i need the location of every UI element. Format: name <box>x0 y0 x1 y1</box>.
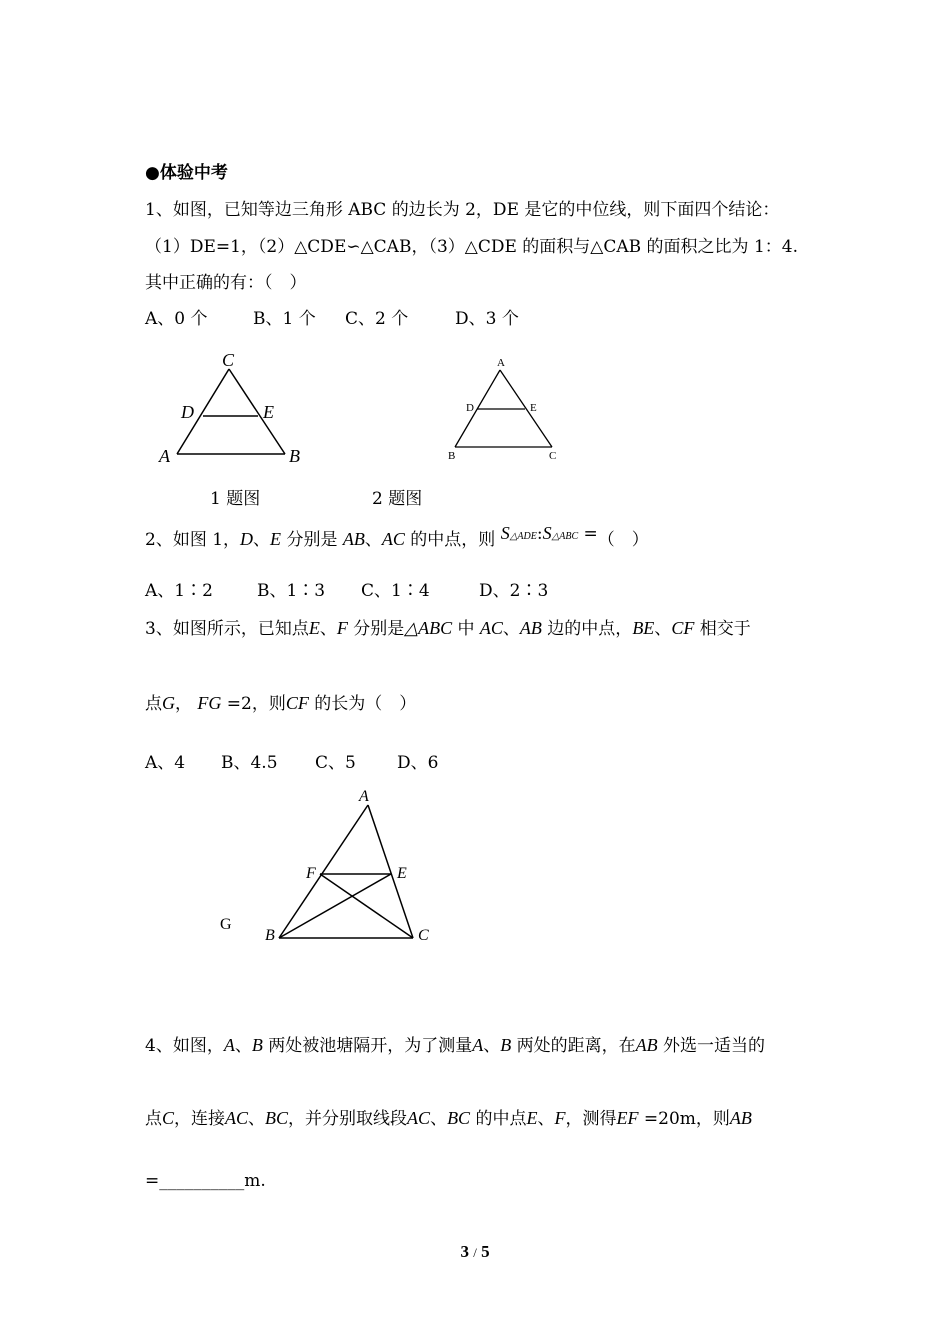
q3-text7: ， <box>175 694 192 714</box>
q3-point-e: E <box>308 618 320 638</box>
q3-text1: 3、如图所示，已知点 <box>145 619 309 639</box>
q3-triangle-abc: △ABC <box>404 618 453 638</box>
q3-segment-cf-2: CF <box>285 693 309 713</box>
q2-area-s2: S <box>542 523 552 543</box>
q2-prefix: 2、如图 1， <box>145 530 241 550</box>
q4-text8: 的中点 <box>470 1109 527 1129</box>
q3-sep3: 、 <box>654 619 672 639</box>
q3-point-g: G <box>162 693 175 713</box>
q2-equals: = <box>583 524 598 544</box>
q4-text6: ，连接 <box>174 1109 226 1129</box>
fig1-label-b: B <box>289 446 300 466</box>
q3-equals: =2 <box>221 694 252 714</box>
q3-segment-be: BE <box>632 618 655 638</box>
q2-area-s1: S <box>500 523 510 543</box>
fig2-label-e: E <box>530 402 537 414</box>
q4-point-a: A <box>223 1035 235 1055</box>
fig2-label-a: A <box>497 357 505 369</box>
q2-mid2: 的中点，则 <box>404 530 501 550</box>
q3-text9: 的长为（ ） <box>308 694 417 714</box>
q4-point-c: C <box>162 1108 175 1128</box>
q2-option-c: C、1∶4 <box>361 581 430 601</box>
fig3-label-f: F <box>306 865 316 882</box>
q3-sep1: 、 <box>319 619 337 639</box>
fig1-label-a: A <box>159 446 170 466</box>
q2-segment-ab: AB <box>342 529 365 549</box>
page-footer <box>0 1242 950 1262</box>
q4-segment-ab: AB <box>635 1035 658 1055</box>
q4-sep4: 、 <box>430 1109 448 1129</box>
q4-sep5: 、 <box>537 1109 555 1129</box>
q2-option-a: A、1∶2 <box>145 581 213 601</box>
fig3-label-b: B <box>265 927 275 944</box>
q4-text1: 4、如图， <box>145 1036 224 1056</box>
q3-text6: 点 <box>145 694 162 714</box>
fig3-label-c: C <box>418 927 429 944</box>
q3-option-a: A、4 <box>145 753 186 773</box>
fig3-label-g: G <box>220 916 232 933</box>
q3-segment-ac: AC <box>479 618 503 638</box>
q1-option-c: C、2 个 <box>345 309 409 329</box>
q2-subscript-abc: △ABC <box>551 531 579 542</box>
caption-figure-1: 1 题图 <box>210 489 261 509</box>
q3-option-d: D、6 <box>397 753 439 773</box>
page-slash: / <box>473 1245 477 1260</box>
fig1-label-d: D <box>181 402 194 422</box>
q2-point-d: D <box>240 529 254 549</box>
q4-answer-line: =__________m. <box>145 1171 266 1191</box>
q4-line1 <box>145 1034 765 1057</box>
q3-option-b: B、4.5 <box>221 753 278 773</box>
q4-sep2: 、 <box>483 1036 501 1056</box>
page-total: 5 <box>481 1242 490 1261</box>
fig3-label-a: A <box>359 788 369 805</box>
q3-segment-fg: FG <box>197 693 222 713</box>
q4-text5: 点 <box>145 1109 162 1129</box>
q4-point-a-2: A <box>472 1035 484 1055</box>
q2-point-e: E <box>270 529 282 549</box>
q2-sep2: 、 <box>364 530 382 550</box>
q2-colon: : <box>536 524 543 544</box>
q2-sep: 、 <box>253 530 271 550</box>
caption-figure-2: 2 题图 <box>372 489 423 509</box>
q4-segment-ac-2: AC <box>407 1108 431 1128</box>
section-title: ●体验中考 <box>145 163 228 183</box>
q3-segment-cf: CF <box>671 618 695 638</box>
q1-option-a: A、0 个 <box>145 309 208 329</box>
q2-subscript-ade: △ADE <box>509 531 537 542</box>
fig1-label-e: E <box>263 402 274 422</box>
fig2-label-d: D <box>466 402 474 414</box>
q4-sep1: 、 <box>234 1036 252 1056</box>
q3-text3: 中 <box>452 619 480 639</box>
fig1-label-c: C <box>222 350 235 370</box>
q3-text8: ，则 <box>251 694 286 714</box>
fig3-label-e: E <box>397 865 407 882</box>
q4-text10: =20m，则 <box>638 1109 730 1129</box>
q4-text7: ，并分别取线段 <box>288 1109 408 1129</box>
q4-text9: ，测得 <box>565 1109 617 1129</box>
q1-option-d: D、3 个 <box>455 309 519 329</box>
q2-paren: （ ） <box>597 530 649 550</box>
q2-option-b: B、1∶3 <box>257 581 326 601</box>
q1-option-b: B、1 个 <box>253 309 316 329</box>
q2-option-d: D、2∶3 <box>479 581 549 601</box>
q3-text2: 分别是 <box>347 619 405 639</box>
q3-sep2: 、 <box>502 619 520 639</box>
q4-text4: 外选一适当的 <box>657 1036 766 1056</box>
q4-segment-bc-2: BC <box>447 1108 471 1128</box>
q3-point-f: F <box>336 618 348 638</box>
q3-text5: 相交于 <box>694 619 751 639</box>
q2-segment-ac: AC <box>381 529 405 549</box>
q3-text4: 边的中点， <box>541 619 633 639</box>
q4-text3: 两处的距离，在 <box>511 1036 636 1056</box>
q3-segment-ab: AB <box>519 618 542 638</box>
q4-segment-ab-2: AB <box>729 1108 752 1128</box>
q1-line3: 其中正确的有：（ ） <box>145 273 307 293</box>
q1-line1: 1、如图，已知等边三角形 ABC 的边长为 2，DE 是它的中位线，则下面四个结论： <box>145 200 780 220</box>
q4-point-b-2: B <box>500 1035 512 1055</box>
q4-segment-ac: AC <box>225 1108 249 1128</box>
page-number: 3 <box>460 1242 469 1261</box>
figure-3-triangle <box>279 805 413 938</box>
q4-point-b: B <box>251 1035 263 1055</box>
q4-point-f: F <box>554 1108 566 1128</box>
q3-option-c: C、5 <box>315 753 356 773</box>
q4-text2: 两处被池塘隔开，为了测量 <box>262 1036 473 1056</box>
q4-sep3: 、 <box>248 1109 266 1129</box>
fig2-label-b: B <box>448 450 456 462</box>
q4-point-e: E <box>526 1108 538 1128</box>
q1-line2: （1）DE=1，（2）△CDE∽△CAB，（3）△CDE 的面积与△CAB 的面积之比为 1：4. <box>145 237 798 257</box>
q4-line2 <box>145 1107 752 1130</box>
q4-segment-ef: EF <box>616 1108 639 1128</box>
q4-segment-bc: BC <box>265 1108 289 1128</box>
q2-mid1: 分别是 <box>281 530 343 550</box>
fig2-label-c: C <box>549 450 557 462</box>
